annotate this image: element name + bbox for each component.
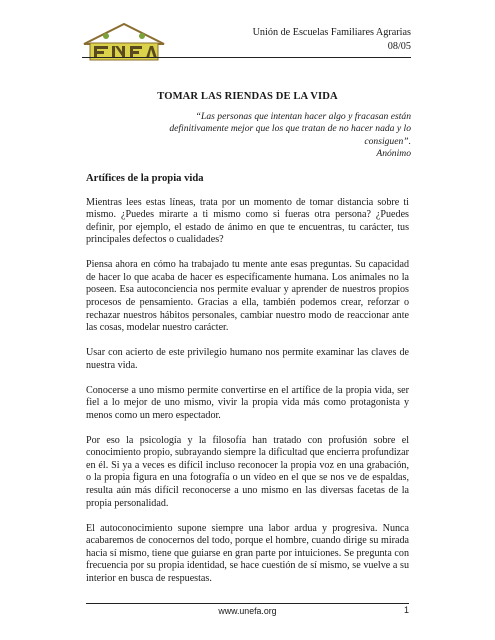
document-date: 08/05: [387, 41, 411, 52]
header-info: [253, 26, 411, 54]
paragraph: Mientras lees estas líneas, trata por un momento de tomar distancia sobre ti mismo. ¿Puedes mirarte a ti mismo como si fueras otra persona? ¿Puedes definir, por ejemplo, el estado de ánimo en que te encuentras, tu carácter, tus principales defectos o cualidades?: [86, 196, 409, 246]
paragraph: Conocerse a uno mismo permite convertirse en el artífice de la propia vida, ser fiel a lo mejor de uno mismo, vivir la propia vida más como protagonista y menos como un mero espectador.: [86, 384, 409, 421]
organization-name: Unión de Escuelas Familiares Agrarias: [252, 27, 411, 38]
epigraph-quote: [136, 111, 411, 161]
paragraph: Piensa ahora en cómo ha trabajado tu mente ante esas preguntas. Su capacidad de hacer lo que acaba de hacer es específicamente humana. Los animales no la poseen. Esa autoconciencia nos permite evaluar y aprender de nuestros propios procesos de pensamiento. Gracias a ella, también podemos crear, reforzar o rechazar nuestros hábitos personales, cambiar nuestro modo de reaccionar ante las cosas, modelar nuestro carácter.: [86, 259, 409, 334]
page-number: 1: [403, 605, 409, 615]
paragraph: El autoconocimiento supone siempre una labor ardua y progresiva. Nunca acabaremos de conocernos del todo, porque el hombre, cuando dirige su mirada hacia sí mismo, tiene que guiarse en gran parte por intuiciones. Se pregunta con frecuencia por su propia identidad, se hace cuestión de sí mismo, se vuelve a su interior en busca de respuestas.: [86, 522, 409, 584]
section-heading: Artífices de la propia vida: [86, 173, 204, 184]
paragraph: Usar con acierto de este privilegio humano nos permite examinar las claves de nuestra vida.: [86, 347, 409, 371]
quote-author: Anónimo: [376, 148, 411, 160]
unefa-logo: [80, 22, 168, 62]
footer-url-link[interactable]: www.unefa.org: [218, 606, 277, 616]
paragraph: Por eso la psicología y la filosofía han tratado con profusión sobre el conocimiento propio, subrayando siempre la dificultad que encierra profundizar en él. Si ya a veces es difícil incluso reconocer la propia voz en una grabación, o la propia figura en una fotografía o un vídeo en el que se nos ve de espaldas, resulta aún más difícil reconocerse a uno mismo en las diversas facetas de la propia personalidad.: [86, 434, 409, 509]
footer-divider: [86, 603, 409, 604]
document-body: [86, 173, 409, 598]
quote-text: “Las personas que intentan hacer algo y fracasan están definitivamente mejor que los que tratan de no hacer nada y lo consiguen”.: [169, 111, 411, 147]
header-divider: [82, 57, 411, 58]
document-title: TOMAR LAS RIENDAS DE LA VIDA: [157, 91, 338, 102]
